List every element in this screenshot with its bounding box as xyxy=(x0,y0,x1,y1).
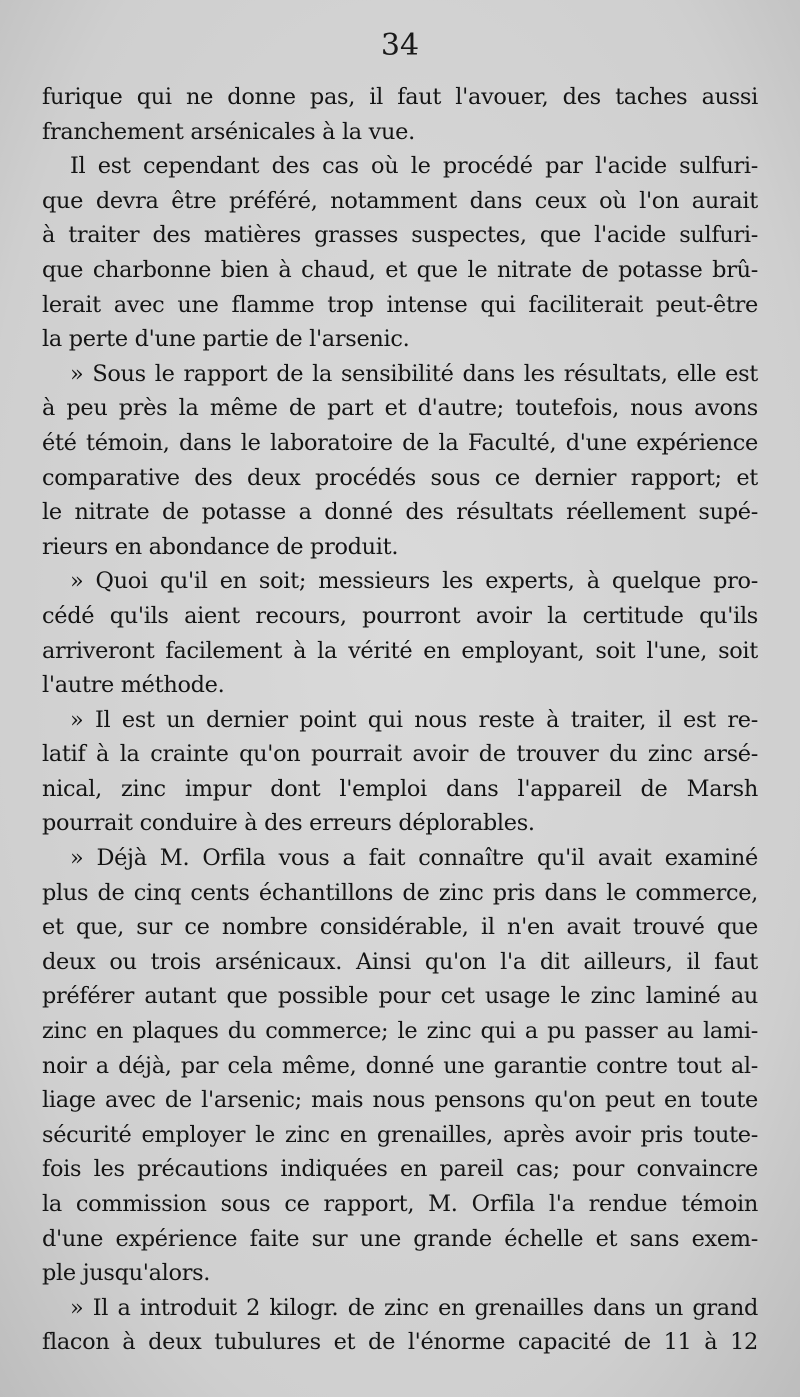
text-line: zinc en plaques du commerce; le zinc qui a pu passer au lami- xyxy=(42,1018,758,1045)
text-line: nical, zinc impur dont l'emploi dans l'appareil de Marsh xyxy=(42,775,758,802)
text-line: préférer autant que possible pour cet usage le zinc laminé au xyxy=(42,983,758,1010)
text-line: » Sous le rapport de la sensibilité dans les résultats, elle est xyxy=(70,360,758,387)
text-line: que charbonne bien à chaud, et que le nitrate de potasse brû- xyxy=(42,256,758,283)
text-line: l'autre méthode. xyxy=(42,672,225,699)
text-line: arriveront facilement à la vérité en employant, soit l'une, soit xyxy=(42,637,758,664)
text-line: » Il est un dernier point qui nous reste à traiter, il est re- xyxy=(70,706,758,733)
text-line: ple jusqu'alors. xyxy=(42,1260,211,1287)
text-line: lerait avec une flamme trop intense qui faciliterait peut-être xyxy=(42,291,758,318)
text-line: le nitrate de potasse a donné des résultats réellement supé- xyxy=(42,499,758,526)
text-line: deux ou trois arsénicaux. Ainsi qu'on l'a dit ailleurs, il faut xyxy=(42,948,758,975)
text-line: cédé qu'ils aient recours, pourront avoir la certitude qu'ils xyxy=(42,602,758,629)
text-line: pourrait conduire à des erreurs déplorables. xyxy=(42,810,535,837)
text-line: la perte d'une partie de l'arsenic. xyxy=(42,326,410,353)
text-line: » Il a introduit 2 kilogr. de zinc en grenailles dans un grand xyxy=(70,1294,758,1321)
body-text xyxy=(42,80,758,1360)
text-line: furique qui ne donne pas, il faut l'avouer, des taches aussi xyxy=(42,84,758,110)
text-line: à traiter des matières grasses suspectes, que l'acide sulfuri- xyxy=(42,222,758,249)
text-line: que devra être préféré, notamment dans ceux où l'on aurait xyxy=(42,187,758,214)
text-line: noir a déjà, par cela même, donné une garantie contre tout al- xyxy=(42,1052,758,1079)
text-line: comparative des deux procédés sous ce dernier rapport; et xyxy=(42,464,758,491)
text-line: et que, sur ce nombre considérable, il n'en avait trouvé que xyxy=(42,914,758,941)
text-line: sécurité employer le zinc en grenailles, après avoir pris toute- xyxy=(42,1121,758,1148)
text-line: plus de cinq cents échantillons de zinc pris dans le commerce, xyxy=(42,879,758,906)
page-number: 34 xyxy=(380,28,420,63)
text-line: liage avec de l'arsenic; mais nous pensons qu'on peut en toute xyxy=(42,1087,758,1114)
text-line: d'une expérience faite sur une grande échelle et sans exem- xyxy=(42,1225,758,1252)
text-line: » Déjà M. Orfila vous a fait connaître qu'il avait examiné xyxy=(70,845,758,872)
text-line: à peu près la même de part et d'autre; toutefois, nous avons xyxy=(42,395,758,422)
text-line: » Quoi qu'il en soit; messieurs les experts, à quelque pro- xyxy=(70,568,758,595)
text-line: franchement arsénicales à la vue. xyxy=(42,118,415,145)
text-line: latif à la crainte qu'on pourrait avoir de trouver du zinc arsé- xyxy=(42,741,758,768)
text-line: la commission sous ce rapport, M. Orfila l'a rendue témoin xyxy=(42,1191,758,1217)
text-line: été témoin, dans le laboratoire de la Faculté, d'une expérience xyxy=(42,429,758,456)
text-line: Il est cependant des cas où le procédé par l'acide sulfuri- xyxy=(70,153,758,180)
text-line: fois les précautions indiquées en pareil cas; pour convaincre xyxy=(42,1156,758,1183)
text-line: rieurs en abondance de produit. xyxy=(42,533,399,560)
text-line: flacon à deux tubulures et de l'énorme capacité de 11 à 12 xyxy=(42,1329,758,1356)
